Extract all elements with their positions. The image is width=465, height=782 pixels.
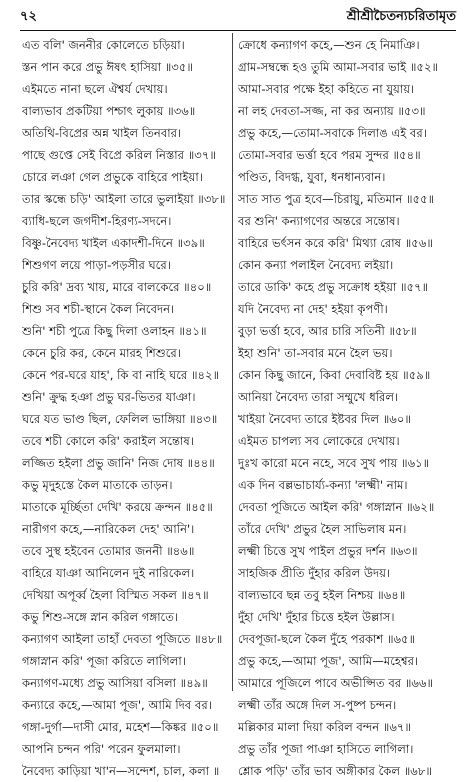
verse-line: গঙ্গা-দুর্গা—দাসী মোর, মহেশ—কিঙ্কর ॥৫০॥ xyxy=(22,720,219,734)
verse-line: পণ্ডিত, বিদগ্ধ, যুবা, ধনধান্যবান। xyxy=(238,170,386,184)
verse-line: কভু মৃদুহস্তে কৈল মাতাকে তাড়ন। xyxy=(22,478,173,492)
verse-line: কেনে পর-ঘরে যাহ', কি বা নাহি ঘরে ॥৪২॥ xyxy=(22,368,220,382)
verse-line: এক দিন বল্লভাচার্য্য-কন্যা 'লক্ষ্মী' নাম। xyxy=(238,478,408,492)
verse-line: কন্যাগণ-মধ্যে প্রভু আসিয়া বসিলা ॥৪৯॥ xyxy=(22,676,208,690)
verse-line: শিশুগণ লয়ে পাড়া-পড়সীর ঘরে। xyxy=(22,258,171,272)
verse-line: দুঁহা দেখি' দুঁহার চিত্তে হইল উল্লাস। xyxy=(238,610,395,624)
verse-line: গ্রাম-সম্বন্ধে হও তুমি আমা-সবার ভাই ॥৫২॥ xyxy=(238,60,439,74)
verse-line: তাঁরে দেখি' প্রভুর হৈল সাভিলাষ মন। xyxy=(238,522,407,536)
verse-line: মল্লিকার মালা দিয়া করিল বন্দন ॥৬৭॥ xyxy=(238,720,411,734)
verse-line: গঙ্গাস্নান করি' পূজা করিতে লাগিলা। xyxy=(22,654,186,668)
verse-line: চোরে লঞা গেল প্রভুকে বাহিরে পাইয়া। xyxy=(22,170,203,184)
verse-line: প্রভু তাঁর পূজা পাঞা হাসিতে লাগিলা। xyxy=(238,742,414,756)
verse-line: প্রভু কহে,—আমা পূজ', আমি—মহেশ্বর। xyxy=(238,654,419,668)
verse-line: বিষ্ণু-নৈবেদ্য খাইল একাদশী-দিনে ॥৩৯॥ xyxy=(22,236,205,250)
verse-line: কভু শিশু-সঙ্গে স্নান করিল গঙ্গাতে। xyxy=(22,610,179,624)
verse-line: চুরি করি' দ্রব্য খায়, মারে বালকেরে ॥৪০॥ xyxy=(22,280,212,294)
left-column xyxy=(22,34,229,778)
right-column xyxy=(238,34,460,778)
verse-line: তবে শচী কোলে করি' করাইল সন্তোষ। xyxy=(22,434,194,448)
verse-line: কন্যাগণ আইলা তাহাঁ দেবতা পূজিতে ॥৪৮॥ xyxy=(22,632,223,646)
verse-line: খাইয়া নৈবেদ্য তারে ইষ্টবর দিল ॥৬০॥ xyxy=(238,412,411,426)
verse-line: দুঃখ কারো মনে নহে, সবে সুখ পায় ॥৬১॥ xyxy=(238,456,430,470)
verse-line: স্তন পান করে প্রভু ঈষৎ হাসিয়া ॥৩৫॥ xyxy=(22,60,193,74)
verse-line: পাছে গুপ্তে সেই বিপ্রে করিল নিস্তার ॥৩৭॥ xyxy=(22,148,216,162)
verse-line: এত বলি' জননীর কোলেতে চড়িয়া। xyxy=(22,38,185,52)
verse-line: আনিয়া নৈবেদ্য তারা সম্মুখে ধরিল। xyxy=(238,390,399,404)
verse-line: শুনি' শচী পুত্রে কিছু দিলা ওলাহন ॥৪১॥ xyxy=(22,324,207,338)
verse-line: বাহিরে ভর্ৎসন করে করি' মিথ্যা রোষ ॥৫৬॥ xyxy=(238,236,433,250)
verse-line: কোন কিছু জানে, কিবা দেবাবিষ্ট হয় ॥৫৯॥ xyxy=(238,368,431,382)
verse-line: নৈবেদ্য কাড়িয়া খা'ন—সন্দেশ, চাল, কলা ॥ xyxy=(22,764,220,778)
verse-line: না লহ দেবতা-সজ্জ, না কর অন্যায় ॥৫৩॥ xyxy=(238,104,426,118)
verse-line: কোন কন্যা পলাইল নৈবেদ্য লইয়া। xyxy=(238,258,394,272)
verse-line: তারে ডাকি' কহে প্রভু সক্রোধ হইয়া ॥৫৭॥ xyxy=(238,280,429,294)
verse-line: বাল্যভাব প্রকটিয়া পশ্চাৎ লুকায় ॥৩৬॥ xyxy=(22,104,196,118)
verse-line: বর শুনি' কন্যাগণের অন্তরে সন্তোষ। xyxy=(238,214,400,228)
verse-line: নারীগণ কহে,—নারিকেল দেহ' আনি'। xyxy=(22,522,195,536)
verse-line: ইহা শুনি' তা-সবার মনে হৈল ভয়। xyxy=(238,346,393,360)
verse-line: শিশু সব শচী-স্থানে কৈল নিবেদন। xyxy=(22,302,175,316)
verse-line: তবে সুস্থ হইবেন তোমার জননী ॥৪৬॥ xyxy=(22,544,195,558)
verse-line: সাত সাত পুত্র হবে—চিরায়ু, মতিমান ॥৫৫॥ xyxy=(238,192,435,206)
page-number: ৭২ xyxy=(20,9,37,24)
verse-line: দেখিয়া অপূর্ব্ব হৈলা বিস্মিত সকল ॥৪৭॥ xyxy=(22,588,209,602)
page-header xyxy=(20,7,456,25)
verse-line: বুড়া ভর্ত্তা হবে, আর চারি সতিনী ॥৫৮॥ xyxy=(238,324,417,338)
verse-line: ক্রোধে কন্যাগণ কহে,—শুন হে নিমাঞি। xyxy=(238,38,420,52)
verse-line: তোমা-সবার ভর্ত্তা হবে পরম সুন্দর ॥৫৪॥ xyxy=(238,148,421,162)
column-divider xyxy=(232,33,233,691)
verse-line: ব্যাধি-ছলে জগদীশ-হিরণ্য-সদনে। xyxy=(22,214,172,228)
header-rule xyxy=(20,30,456,31)
verse-line: বাল্যভাবে ছন্ন তবু হইল নিশ্চয় ॥৬৪॥ xyxy=(238,588,406,602)
verse-line: আমা-সবার পক্ষে ইহা কহিতে না যুয়ায়। xyxy=(238,82,415,96)
verse-line: আমারে পূজিলে পাবে অভীপ্সিত বর ॥৬৬॥ xyxy=(238,676,434,690)
running-title: শ্রীশ্রীচৈতন্যচরিতামৃত xyxy=(346,9,456,24)
verse-line: তার স্কন্ধে চড়ি' আইলা তারে ভুলাইয়া ॥৩৮॥ xyxy=(22,192,226,206)
verse-line: এইমতে নানা ছলে ঐশ্বর্য দেখায়। xyxy=(22,82,168,96)
verse-line: দেবপূজা-ছলে কৈল দুঁহে পরকাশ ॥৬৫॥ xyxy=(238,632,416,646)
verse-line: ঘরে যত ভাণ্ড ছিল, ফেলিল ভাঙ্গিয়া ॥৪৩॥ xyxy=(22,412,218,426)
verse-line: যদি নৈবেদ্য না দেহ' হইয়া কৃপণী। xyxy=(238,302,388,316)
verse-line: শ্লোক পড়ি' তাঁর ভাব অঙ্গীকার কৈল ॥৬৮॥ xyxy=(238,764,432,778)
verse-line: সাহজিক প্রীতি দুঁহার করিল উদয়। xyxy=(238,566,391,580)
verse-line: অতিথি-বিপ্রের অন্ন খাইল তিনবার। xyxy=(22,126,182,140)
verse-line: কন্যারে কহে,—আমা পূজ', আমি দিব বর। xyxy=(22,698,212,712)
verse-line: লক্ষ্মী চিত্তে সুখ পাইল প্রভুর দর্শন ॥৬৩॥ xyxy=(238,544,418,558)
verse-line: এইমত চাপল্য সব লোকেরে দেখায়। xyxy=(238,434,400,448)
verse-line: মাতাকে মূর্চ্ছিতা দেখি' করয়ে ক্রন্দন ॥৪৫॥ xyxy=(22,500,213,514)
verse-line: প্রভু কহে,—তোমা-সবাকে দিলাঙ এই বর। xyxy=(238,126,427,140)
verse-line: বাহিরে যাঞা আনিলেন দুই নারিকেল। xyxy=(22,566,195,580)
verse-line: লক্ষ্মী তাঁর অঙ্গে দিল স-পুষ্প চন্দন। xyxy=(238,698,397,712)
verse-line: শুনি' ক্রুদ্ধ হঞা প্রভু ঘর-ভিতর যাঞা। xyxy=(22,390,196,404)
verse-line: আপনি চন্দন পরি' পরেন ফুলমালা। xyxy=(22,742,181,756)
verse-line: কেনে চুরি কর, কেনে মারহ শিশুরে। xyxy=(22,346,181,360)
verse-line: দেবতা পূজিতে আইল করি' গঙ্গাস্নান ॥৬২॥ xyxy=(238,500,435,514)
verse-line: লজ্জিত হইলা প্রভু জানি' নিজ দোষ ॥৪৪॥ xyxy=(22,456,215,470)
